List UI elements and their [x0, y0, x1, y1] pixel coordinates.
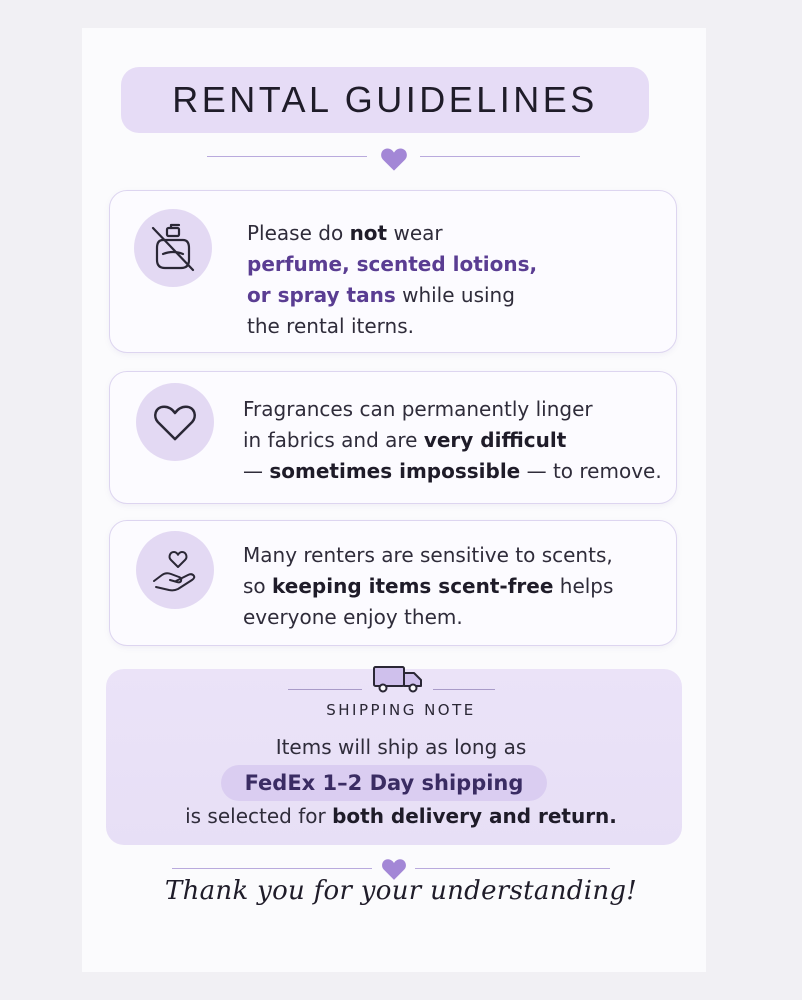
- card2-line1: Fragrances can permanently linger: [243, 397, 593, 421]
- page-title: RENTAL GUIDELINES: [172, 79, 598, 120]
- heart-icon: [380, 146, 408, 172]
- no-perfume-icon-badge: [134, 209, 212, 287]
- thank-you-message: Thank you for your understanding!: [164, 876, 638, 906]
- card1-line1: Please do not wear: [247, 221, 443, 245]
- card2-line2: in fabrics and are very difficult: [243, 428, 567, 452]
- card3-line1: Many renters are sensitive to scents,: [243, 543, 613, 567]
- footer-divider-left: [172, 868, 372, 869]
- hand-heart-icon: [146, 541, 204, 599]
- heart-icon-badge: [136, 383, 214, 461]
- footer-divider-right: [415, 868, 610, 869]
- fedex-shipping-highlight: [221, 765, 547, 801]
- fragrance-guideline-text: [243, 394, 662, 487]
- shipping-line-3: is selected for both delivery and return.: [185, 804, 617, 828]
- card2-line3: — sometimes impossible — to remove.: [243, 459, 662, 483]
- card1-line3: or spray tans while using: [247, 283, 515, 307]
- shipping-note-label: SHIPPING NOTE: [326, 701, 476, 719]
- divider-left: [207, 156, 367, 157]
- hand-heart-icon-badge: [136, 531, 214, 609]
- heart-icon: [152, 401, 198, 443]
- shipping-divider-left: [288, 689, 362, 690]
- divider-right: [420, 156, 580, 157]
- sensitivity-guideline-text: [243, 540, 613, 633]
- card3-line2: so keeping items scent-free helps: [243, 574, 614, 598]
- shipping-line-1: Items will ship as long as: [275, 735, 527, 759]
- shipping-divider-right: [433, 689, 495, 690]
- card1-line4: the rental iterns.: [247, 314, 414, 338]
- card3-line3: everyone enjoy them.: [243, 605, 463, 629]
- title-banner: [121, 67, 649, 133]
- fedex-shipping-text: FedEx 1–2 Day shipping: [244, 771, 524, 795]
- truck-icon: [372, 664, 424, 694]
- no-perfume-icon: [145, 220, 201, 276]
- perfume-guideline-text: [247, 218, 537, 342]
- card1-line2: perfume, scented lotions,: [247, 252, 538, 276]
